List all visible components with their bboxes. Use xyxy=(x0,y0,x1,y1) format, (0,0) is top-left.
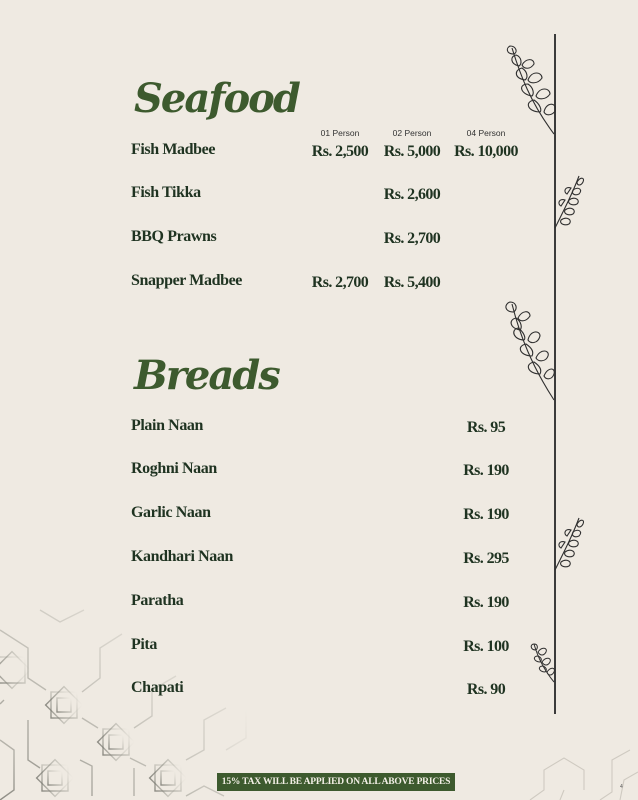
item-price-04-person: Rs. 10,000 xyxy=(454,143,518,160)
menu-item xyxy=(0,636,638,660)
seafood-title: Seafood xyxy=(134,75,299,122)
item-price: Rs. 295 xyxy=(463,550,509,567)
item-price: Rs. 100 xyxy=(463,638,509,655)
item-price: Rs. 90 xyxy=(466,681,506,698)
column-header-04-person: 04 Person xyxy=(466,128,506,138)
item-name: Pita xyxy=(131,636,157,653)
item-name: Kandhari Naan xyxy=(131,548,233,565)
column-header-01-person: 01 Person xyxy=(320,128,360,138)
leaf-branch-icon xyxy=(504,44,556,136)
item-price-01-person: Rs. 2,500 xyxy=(311,143,369,160)
item-price: Rs. 95 xyxy=(466,419,506,436)
menu-item xyxy=(0,141,638,165)
leaf-branch-icon xyxy=(502,300,556,402)
item-name: Snapper Madbee xyxy=(131,272,243,289)
item-name: Fish Madbee xyxy=(131,141,216,158)
breads-title: Breads xyxy=(134,352,279,399)
column-header-02-person: 02 Person xyxy=(392,128,432,138)
menu-item xyxy=(0,272,638,296)
item-name: Roghni Naan xyxy=(131,460,217,477)
tax-note-banner: 15% TAX WILL BE APPLIED ON ALL ABOVE PRICES xyxy=(217,773,455,791)
page-number: 4 xyxy=(620,784,623,790)
item-price-02-person: Rs. 2,600 xyxy=(383,186,441,203)
item-name: Chapati xyxy=(131,679,184,696)
menu-item xyxy=(0,548,638,572)
menu-item xyxy=(0,228,638,252)
item-name: BBQ Prawns xyxy=(131,228,217,245)
item-price: Rs. 190 xyxy=(463,594,509,611)
item-price: Rs. 190 xyxy=(463,462,509,479)
menu-item xyxy=(0,460,638,484)
item-price: Rs. 190 xyxy=(463,506,509,523)
menu-item xyxy=(0,504,638,528)
menu-item xyxy=(0,679,638,703)
menu-item xyxy=(0,417,638,441)
item-price-02-person: Rs. 5,400 xyxy=(383,274,441,291)
menu-item xyxy=(0,592,638,616)
item-name: Paratha xyxy=(131,592,184,609)
item-price-02-person: Rs. 5,000 xyxy=(383,143,441,160)
item-name: Fish Tikka xyxy=(131,184,201,201)
menu-item xyxy=(0,184,638,208)
item-price-02-person: Rs. 2,700 xyxy=(383,230,441,247)
item-name: Plain Naan xyxy=(131,417,204,434)
item-name: Garlic Naan xyxy=(131,504,211,521)
item-price-01-person: Rs. 2,700 xyxy=(311,274,369,291)
